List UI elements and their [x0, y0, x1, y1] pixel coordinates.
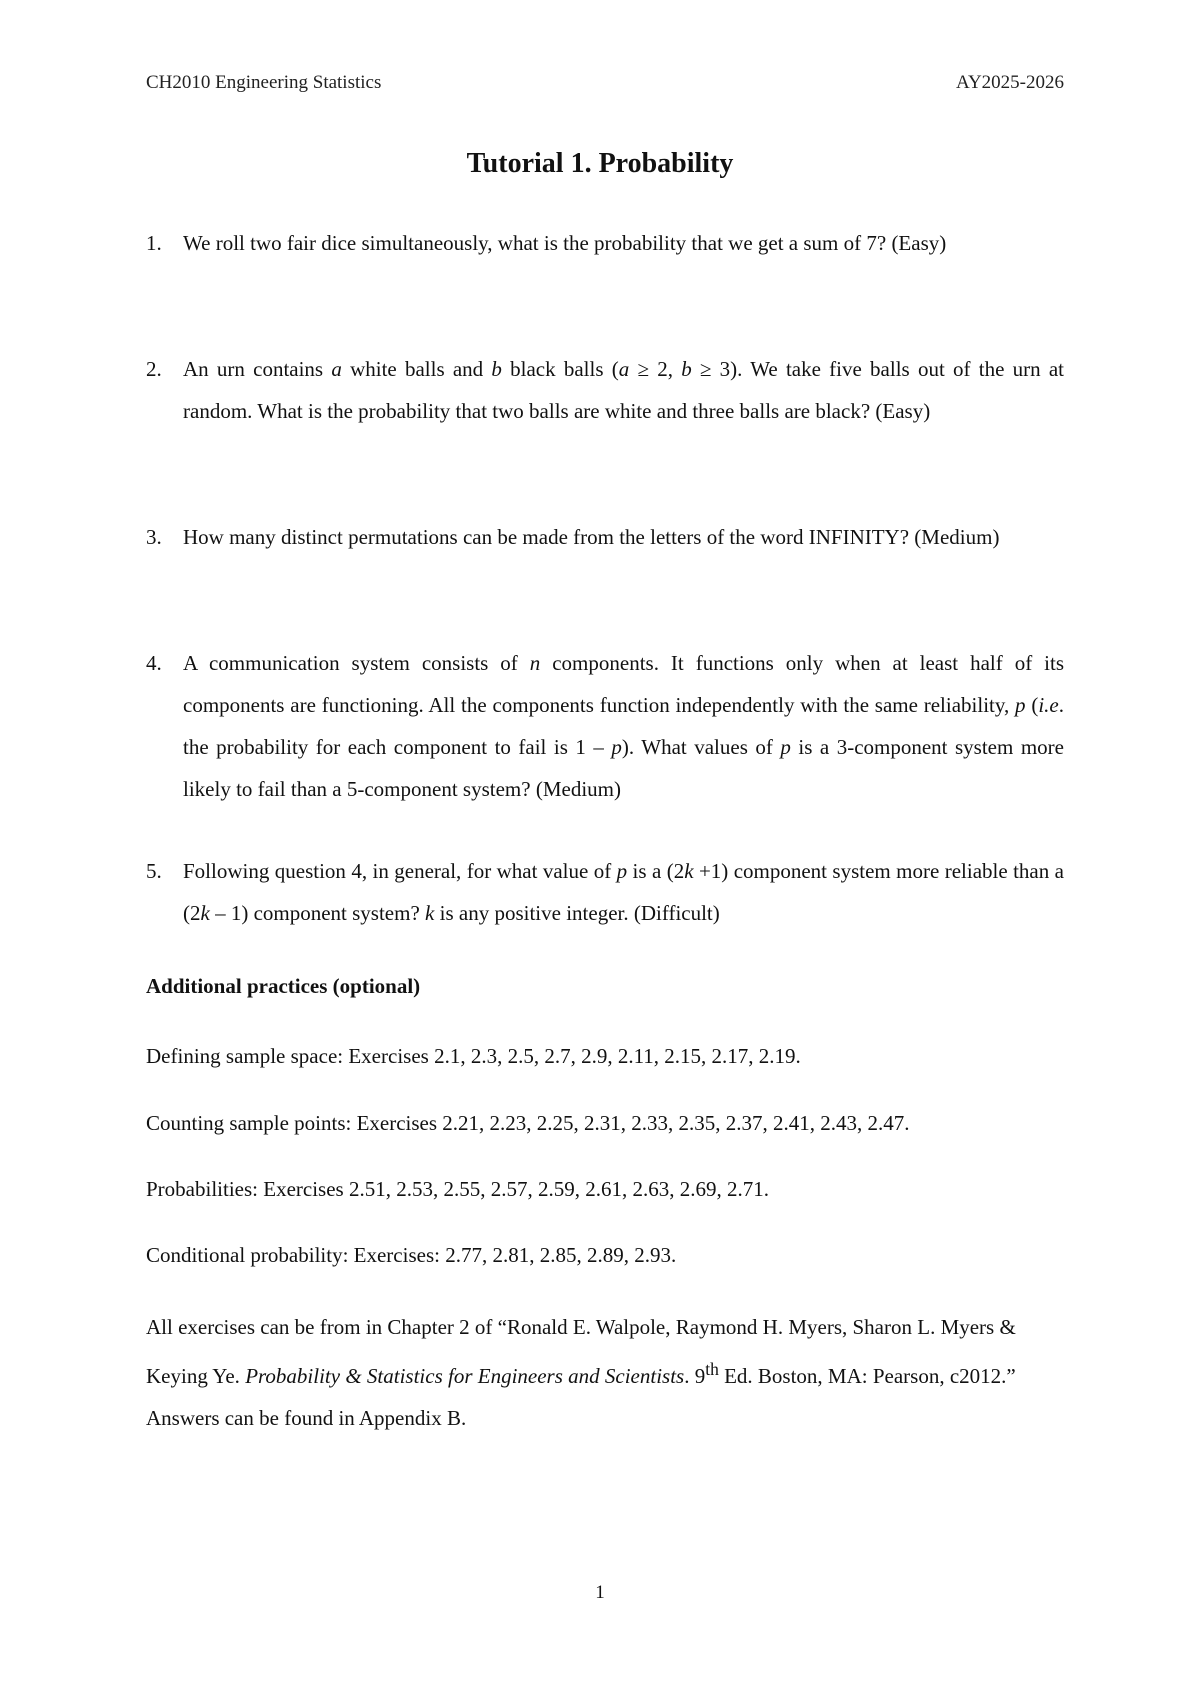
question-4: [146, 642, 1064, 810]
question-text: [183, 348, 1064, 432]
question-number: 3.: [146, 525, 162, 549]
page-title: Tutorial 1. Probability: [466, 148, 734, 179]
question-2: [146, 348, 1064, 432]
additional-practices-heading: Additional practices (optional): [146, 974, 421, 998]
edition-superscript: th: [705, 1359, 719, 1379]
question-text: [183, 850, 1064, 934]
question-1: [146, 222, 1064, 264]
reference-note: [146, 1306, 1070, 1439]
question-3: [146, 516, 1064, 558]
variable-p: p: [780, 735, 791, 759]
variable-b: b: [491, 357, 502, 381]
text-segment: ≥ 3). We take five balls out of the urn at random. What is the probability that two balls are white and three balls are black? (Easy): [183, 357, 1064, 423]
practice-item: Counting sample points: Exercises 2.21, 2.23, 2.25, 2.31, 2.33, 2.35, 2.37, 2.41, 2.43, 2.47.: [146, 1111, 910, 1135]
book-title: Probability & Statistics for Engineers and Scientists: [245, 1364, 685, 1388]
question-text: [183, 222, 1064, 264]
text-segment: is a 3-component system more likely to fail than a 5-component system? (Medium): [183, 735, 1064, 801]
text-segment: . the probability for each component to fail is 1 –: [183, 693, 1064, 759]
text-segment: is a (2: [627, 859, 685, 883]
note-text: All exercises can be from in Chapter 2 of “Ronald E. Walpole, Raymond H. Myers, Sharon L. Myers & Keying Ye.: [146, 1315, 1016, 1388]
text-segment: Following question 4, in general, for what value of: [183, 859, 617, 883]
variable-k: k: [425, 901, 435, 925]
variable-b: b: [681, 357, 692, 381]
variable-k: k: [684, 859, 694, 883]
practice-item: Probabilities: Exercises 2.51, 2.53, 2.55, 2.57, 2.59, 2.61, 2.63, 2.69, 2.71.: [146, 1177, 769, 1201]
text-segment: +1) component system more reliable than a (2: [183, 859, 1064, 925]
question-text: [183, 516, 1064, 558]
variable-a: a: [618, 357, 630, 381]
text-segment: We roll two fair dice simultaneously, what is the probability that we get a sum of 7? (Easy): [183, 231, 947, 255]
note-text: . 9: [684, 1364, 706, 1388]
variable-p: p: [1015, 693, 1026, 717]
variable-a: a: [331, 357, 342, 381]
text-segment: white balls and: [341, 357, 492, 381]
variable-p: p: [611, 735, 622, 759]
note-text: Ed. Boston, MA: Pearson, c2012.” Answers can be found in Appendix B.: [146, 1364, 1016, 1430]
abbreviation-ie: i.e: [1038, 693, 1059, 717]
question-text: [183, 642, 1064, 810]
text-segment: – 1) component system?: [209, 901, 426, 925]
text-segment: How many distinct permutations can be made from the letters of the word INFINITY? (Medium): [183, 525, 1000, 549]
text-segment: ). What values of: [621, 735, 781, 759]
question-number: 4.: [146, 651, 162, 675]
page-header: [146, 72, 1064, 94]
question-5: [146, 850, 1064, 934]
variable-k: k: [200, 901, 210, 925]
course-code: CH2010 Engineering Statistics: [146, 72, 382, 93]
question-number: 1.: [146, 231, 162, 255]
page-number: 1: [595, 1582, 605, 1603]
variable-p: p: [616, 859, 628, 883]
text-segment: black balls (: [501, 357, 619, 381]
question-number: 2.: [146, 357, 162, 381]
question-number: 5.: [146, 859, 162, 883]
text-segment: components. It functions only when at least half of its components are functioning. All the components function independently with the same reliability,: [183, 651, 1064, 717]
text-segment: (: [1025, 693, 1039, 717]
variable-n: n: [529, 651, 541, 675]
text-segment: is any positive integer. (Difficult): [434, 901, 720, 925]
text-segment: ≥ 2,: [629, 357, 682, 381]
practice-item: Defining sample space: Exercises 2.1, 2.3, 2.5, 2.7, 2.9, 2.11, 2.15, 2.17, 2.19.: [146, 1044, 801, 1068]
text-segment: An urn contains: [183, 357, 332, 381]
practice-item: Conditional probability: Exercises: 2.77, 2.81, 2.85, 2.89, 2.93.: [146, 1243, 677, 1267]
text-segment: A communication system consists of: [183, 651, 530, 675]
academic-year: AY2025-2026: [955, 72, 1064, 93]
